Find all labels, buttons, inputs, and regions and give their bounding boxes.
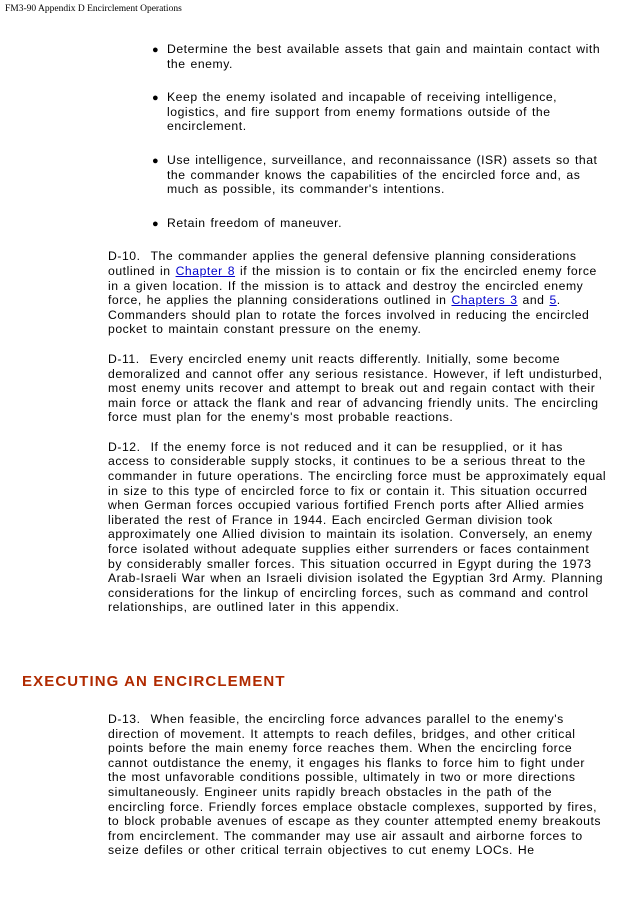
document-body xyxy=(108,42,608,630)
list-item-text: Retain freedom of maneuver. xyxy=(167,215,343,230)
list-item xyxy=(108,216,608,231)
bullet-icon: ● xyxy=(152,44,160,56)
running-header: FM3-90 Appendix D Encirclement Operations xyxy=(5,4,182,14)
paragraph-number: D-10. xyxy=(108,249,141,264)
list-item-text: Keep the enemy isolated and incapable of receiving intelligence, logistics, and fire support from enemy formations outside of the encirclement. xyxy=(167,90,558,134)
paragraph-text: When feasible, the encircling force advances parallel to the enemy's direction of movement. It attempts to reach defiles, bridges, and other critical points before the main enemy force reaches them. When the encircling force cannot outdistance the enemy, it engages his flanks to force him to fight under the most unfavorable conditions possible, ultimately in two or more directions simultaneously. Engineer units rapidly breach obstacles in the path of the encircling force. Friendly forces emplace obstacle complexes, supported by fires, to block probable avenues of escape as they counter attempted enemy breakouts from encirclement. The commander may use air assault and airborne forces to seize defiles or other critical terrain objectives to cut enemy LOCs. He xyxy=(108,712,602,858)
list-item xyxy=(108,90,608,134)
paragraph-text: and xyxy=(517,293,550,308)
bullet-icon: ● xyxy=(152,154,160,167)
paragraph-d13 xyxy=(108,712,608,858)
list-item xyxy=(108,153,608,197)
paragraph-d11 xyxy=(108,352,608,425)
list-item-text: Use intelligence, surveillance, and reconnaissance (ISR) assets so that the commander knows the capabilities of the encircled force and, as much as possible, its commander's intentions. xyxy=(167,152,598,197)
bullet-icon: ● xyxy=(152,217,160,230)
paragraph-text: if the mission is to contain or fix the encircled enemy force in a given location. If the mission is to attack and destroy the encircled enemy force, he applies the planning considerations outlined in xyxy=(108,263,597,308)
paragraph-number: D-13. xyxy=(108,712,141,726)
bullet-icon: ● xyxy=(152,92,160,105)
paragraph-text: . Commanders should plan to rotate the forces involved in reducing the encircled pocket to maintain constant pressure on the enemy. xyxy=(108,293,590,337)
paragraph-number: D-12. xyxy=(108,439,141,454)
paragraph-text: The commander applies the general defensive planning considerations outlined in xyxy=(108,249,577,278)
list-item-text: Determine the best available assets that gain and maintain contact with the enemy. xyxy=(167,42,601,71)
section-heading: EXECUTING AN ENCIRCLEMENT xyxy=(22,673,286,690)
paragraph-number: D-11. xyxy=(108,351,140,366)
paragraph-d12 xyxy=(108,440,608,615)
list-item xyxy=(108,42,608,71)
bullet-list xyxy=(108,42,608,230)
document-body-continued xyxy=(108,712,608,873)
paragraph-d10 xyxy=(108,249,608,337)
chapter-8-link[interactable]: Chapter 8 xyxy=(175,263,236,278)
chapter-5-link[interactable]: 5 xyxy=(549,293,557,308)
paragraph-text: If the enemy force is not reduced and it can be resupplied, or it has access to considerable supply stocks, it continues to be a serious threat to the commander in future operations. The encircling force must be approximately equal in size to this type of encircled force to fix or contain it. This situation occurred when German forces occupied various fortified French ports after Allied armies liberated the rest of France in 1944. Each encircled German division took approximately one Allied division to maintain its isolation. Conversely, an enemy force isolated without adequate supplies either surrenders or faces containment by considerably smaller forces. This situation occurred in Egypt during the 1973 Arab-Israeli War when an Israeli division isolated the Egyptian 3rd Army. Planning considerations for the linkup of encircling forces, such as command and control relationships, are outlined later in this appendix. xyxy=(108,439,607,615)
chapters-3-link[interactable]: Chapters 3 xyxy=(451,293,518,308)
paragraph-text: Every encircled enemy unit reacts differently. Initially, some become demoralized and cannot offer any serious resistance. However, if left undisturbed, most enemy units recover and attempt to break out and regain contact with their main force or attack the flank and rear of advancing friendly units. The encircling force must plan for the enemy's most probable reactions. xyxy=(108,351,603,425)
